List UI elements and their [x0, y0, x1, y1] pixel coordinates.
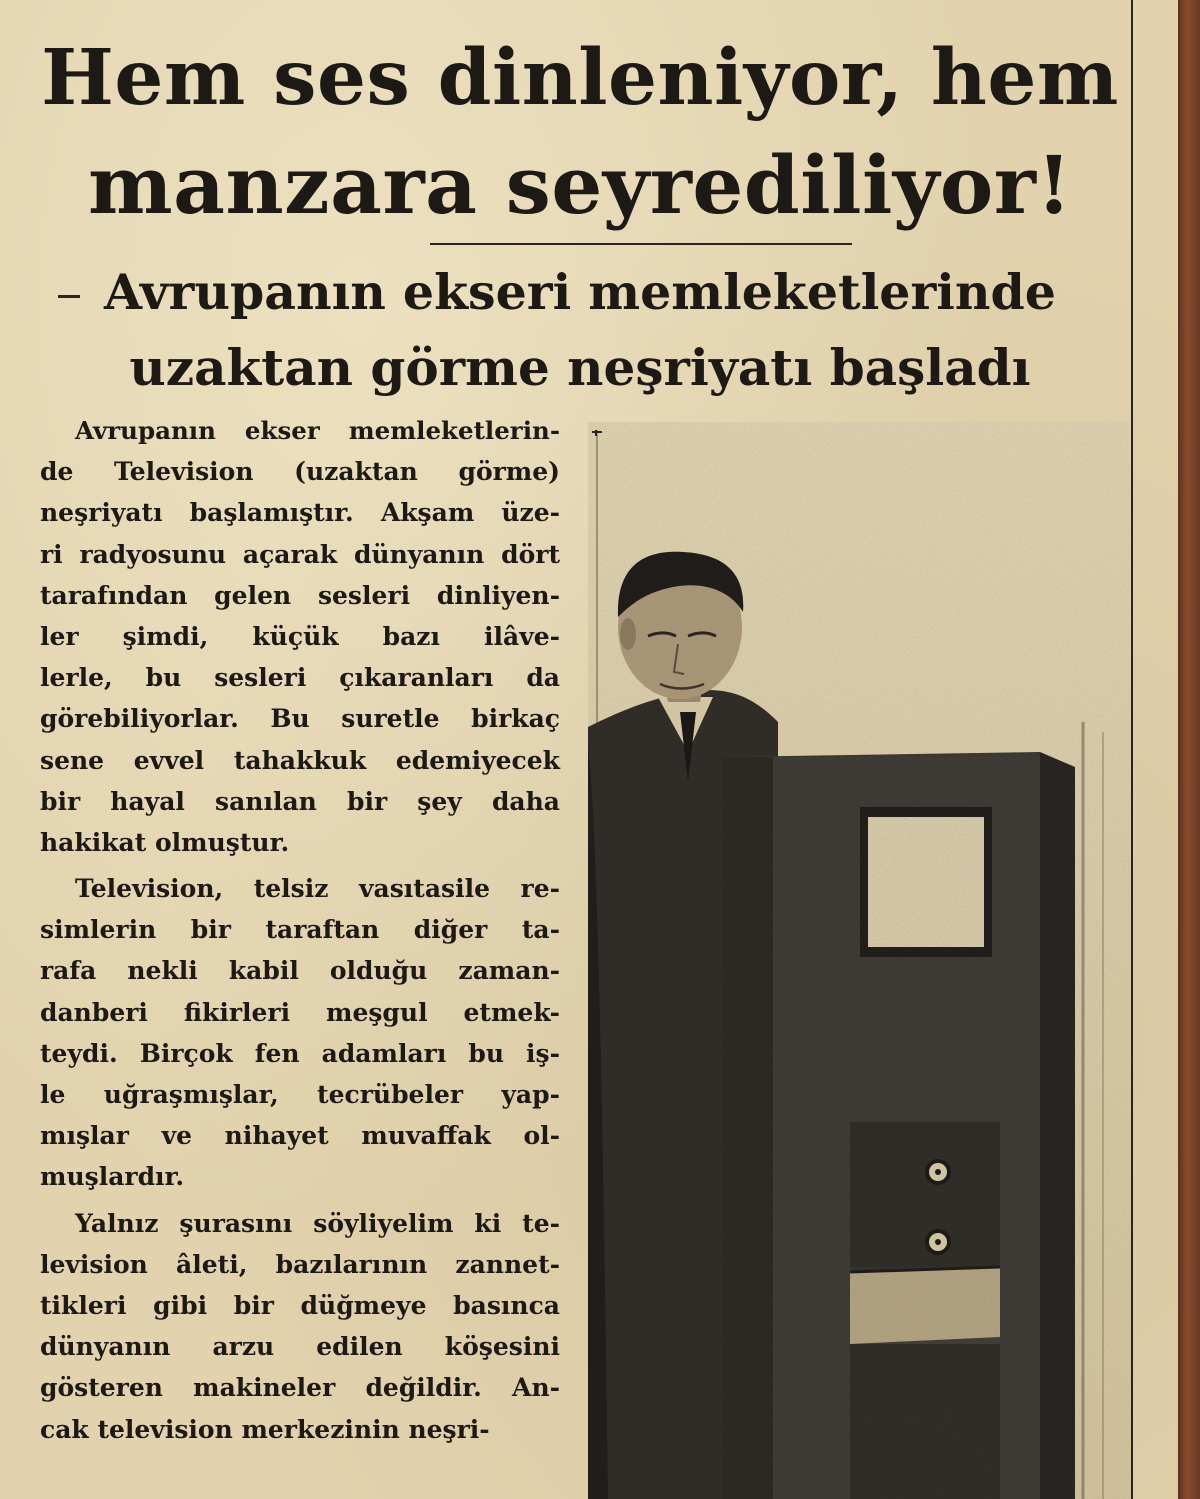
article-column [40, 410, 560, 1450]
page-edge-binding [1178, 0, 1200, 1499]
article-text-line: teydi. Birçok fen adamları bu iş- [40, 1038, 560, 1068]
article-text-line: tikleri gibi bir düğmeye basınca [40, 1290, 560, 1320]
article-text-line: lerle, bu sesleri çıkaranları da [40, 663, 560, 693]
article-text-line: Television, telsiz vasıtasile re- [75, 874, 560, 904]
article-text-line: muşlardır. [40, 1162, 185, 1192]
article-text-line: danberi fikirleri meşgul etmek- [40, 997, 560, 1027]
article-text-line: Yalnız şurasını söyliyelim ki te- [75, 1208, 560, 1238]
photo-illustration [588, 422, 1133, 1499]
article-text-line: ler şimdi, küçük bazı ilâve- [40, 621, 560, 651]
subheadline-line-1: Avrupanın ekseri memleketlerinde [104, 263, 1056, 321]
article-text-line: sene evvel tahakkuk edemiyecek [40, 745, 560, 775]
article-text-line: tarafından gelen sesleri dinliyen- [40, 580, 560, 610]
article-text-line: levision âleti, bazılarının zannet- [40, 1249, 560, 1279]
article-text-line: Avrupanın ekser memleketlerin- [75, 416, 560, 445]
article-text-line: de Television (uzaktan görme) [40, 457, 560, 487]
subheadline-line-2: uzaktan görme neşriyatı başladı [129, 338, 1031, 397]
article-text-line: görebiliyorlar. Bu suretle birkaç [40, 704, 560, 734]
article-text-line: simlerin bir taraftan diğer ta- [40, 915, 560, 945]
television-photo [588, 422, 1133, 1499]
article-text-line: cak television merkezinin neşri- [40, 1414, 490, 1444]
article-text-line: neşriyatı başlamıştır. Akşam üze- [40, 498, 560, 528]
article-text-line: hakikat olmuştur. [40, 827, 290, 857]
headline-line-2: manzara seyrediliyor! [88, 138, 1072, 232]
article-text-line: dünyanın arzu edilen köşesini [40, 1332, 560, 1362]
article-text-line: le uğraşmışlar, tecrübeler yap- [40, 1080, 560, 1109]
article-text-line: rafa nekli kabil olduğu zaman- [40, 956, 560, 986]
article-text-line: ri radyosunu açarak dünyanın dört [40, 539, 560, 569]
headline-divider [430, 243, 852, 245]
headline-line-1: Hem ses dinleniyor, hem [41, 33, 1119, 123]
article-text-line: mışlar ve nihayet muvaffak ol- [40, 1121, 560, 1151]
column-rule [1131, 0, 1133, 1499]
article-text-line: gösteren makineler değildir. An- [40, 1373, 560, 1403]
article-text-line: bir hayal sanılan bir şey daha [40, 786, 560, 816]
